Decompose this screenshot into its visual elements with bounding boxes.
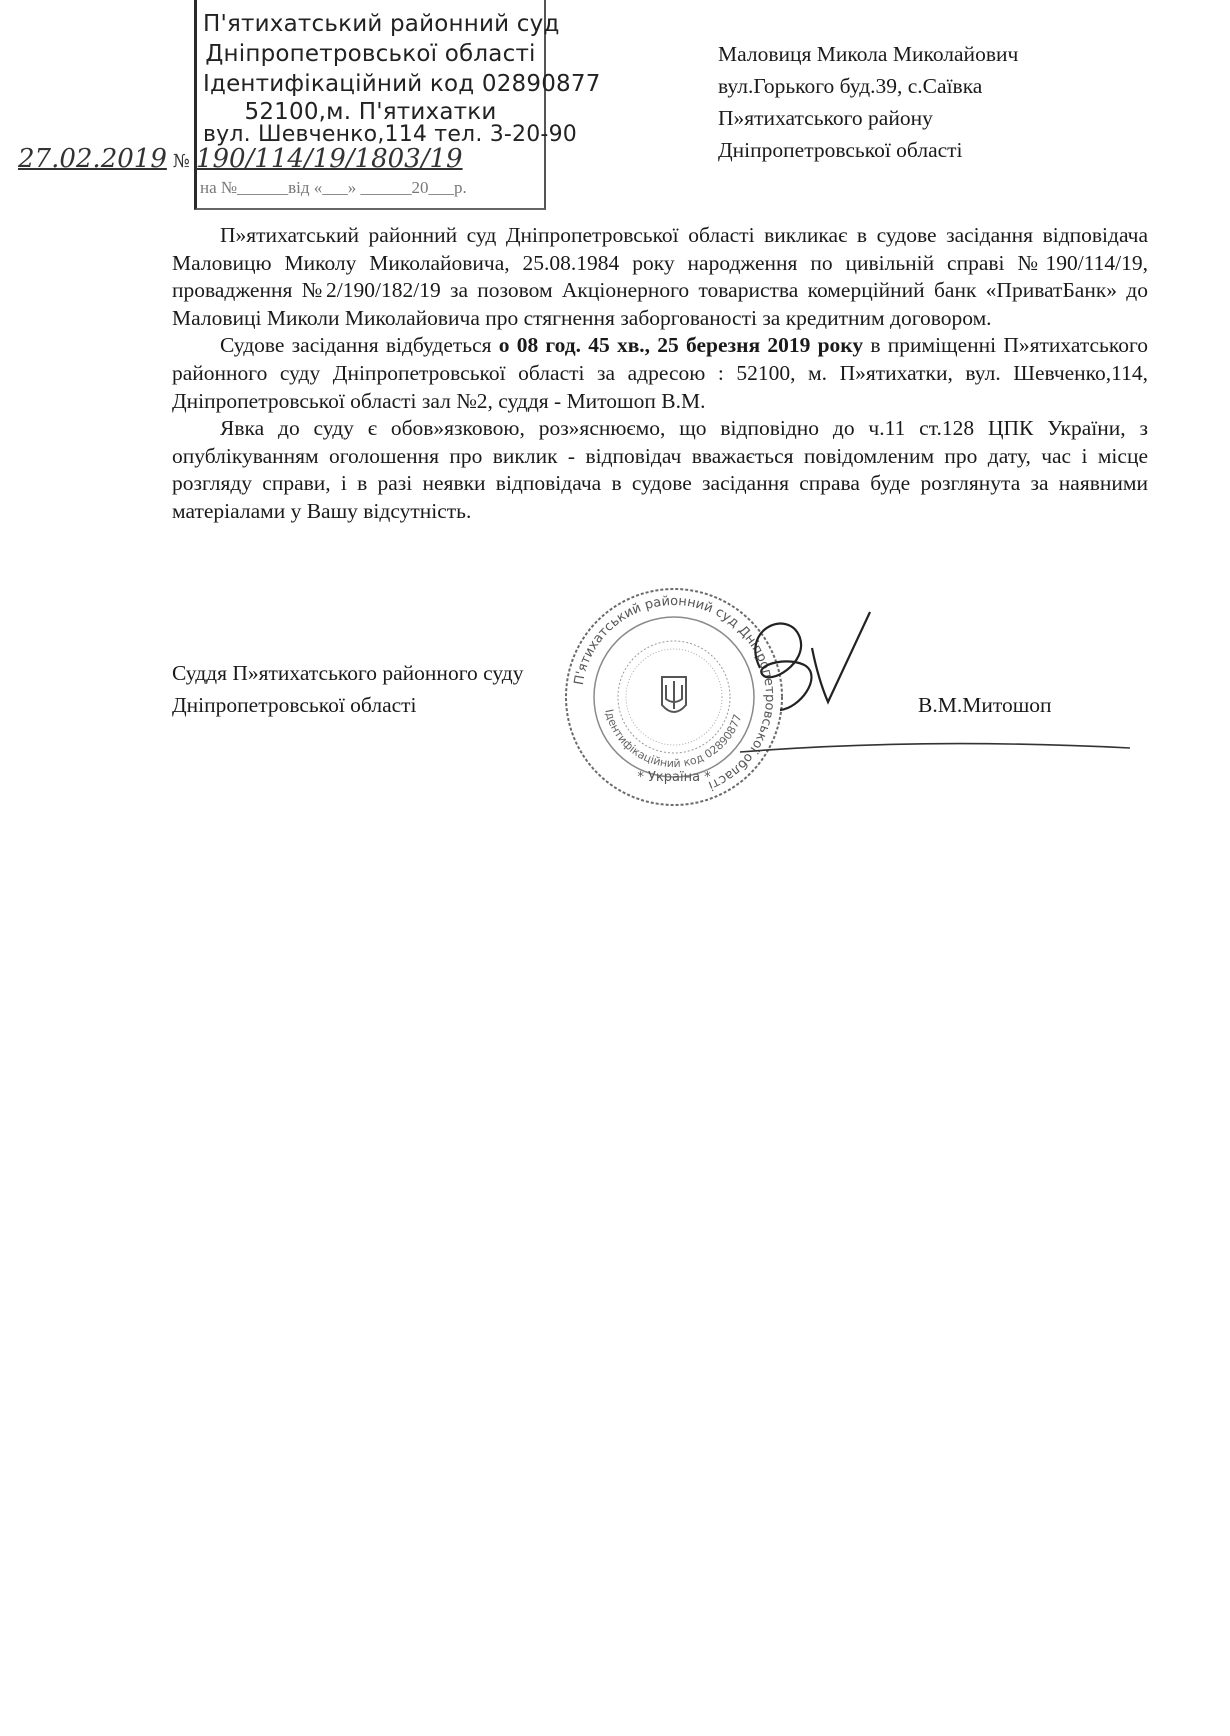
stamp-number: 190/114/19/1803/19 bbox=[195, 144, 463, 174]
stamp-region: Дніпропетровської області bbox=[205, 41, 536, 67]
recipient-address-region: Дніпропетровської області bbox=[718, 138, 963, 162]
stamp-city: 52100,м. П'ятихатки bbox=[244, 99, 497, 125]
recipient-address-district: П»ятихатського району bbox=[718, 106, 933, 130]
stamp-id-code: Ідентифікаційний код 02890877 bbox=[203, 71, 601, 97]
judge-name: В.М.Митошоп bbox=[918, 693, 1052, 717]
recipient-address-street: вул.Горького буд.39, с.Саївка bbox=[718, 74, 983, 98]
judge-title-line2: Дніпропетровської області bbox=[172, 693, 417, 717]
stamp-handwritten-registration bbox=[18, 144, 488, 174]
seal-inner-text: Ідентифікаційний код 02890877 bbox=[602, 707, 745, 771]
hearing-datetime: о 08 год. 45 хв., 25 березня 2019 року bbox=[498, 333, 864, 358]
judge-title bbox=[172, 657, 523, 721]
stamp-number-label: № bbox=[172, 151, 190, 172]
paragraph-attendance: Явка до суду є обов»язковою, роз»яснюємо, що відповідно до ч.11 ст.128 ЦПК України, з опублікуванням оголошення про виклик - відповідач вважається повідомленим про дату, час і місце розгляду справи, і в разі неявки відповідача в судове засідання справа буде розглянута за наявними матеріалами у Вашу відсутність. bbox=[172, 416, 1148, 523]
paragraph-summons: П»ятихатський районний суд Дніпропетровської області викликає в судове засідання відповідача Маловицю Миколу Миколайовича, 25.08.1984 року народження по цивільній справі №190/114/19, провадження №2/190/182/19 за позовом Акціонерного товариства комерційний банк «ПриватБанк» до Маловиці Миколи Миколайовича про стягнення заборгованості за кредитним договором. bbox=[172, 223, 1148, 330]
stamp-court-name: П'ятихатський районний суд bbox=[203, 11, 560, 37]
stamp-reference-line: на №______від «___» ______20___р. bbox=[200, 178, 467, 197]
recipient-name: Маловиця Микола Миколайович bbox=[718, 42, 1019, 66]
judge-title-line1: Суддя П»ятихатського районного суду bbox=[172, 661, 524, 685]
recipient-block bbox=[718, 38, 1018, 166]
paragraph-hearing bbox=[172, 332, 1148, 415]
hearing-text-after: в приміщенні П»ятихатського районного суду Дніпропетровської області за адресою : 52100, м. П»ятихатки, вул. Шевченко,114, Дніпропетровської області зал №2, суддя - Митошоп В.М. bbox=[172, 333, 1148, 413]
seal-outer-text: П'ятихатський районний суд Дніпропетровської області bbox=[571, 593, 778, 793]
stamp-street: вул. Шевченко,114 тел. 3-20-90 bbox=[203, 122, 577, 147]
seal-bottom-text: * Україна * bbox=[637, 770, 711, 785]
trident-emblem-icon bbox=[662, 677, 686, 712]
hearing-text-before: Судове засідання відбудеться bbox=[220, 333, 499, 358]
stamp-date: 27.02.2019 bbox=[18, 144, 167, 174]
summons-body bbox=[172, 222, 1148, 526]
